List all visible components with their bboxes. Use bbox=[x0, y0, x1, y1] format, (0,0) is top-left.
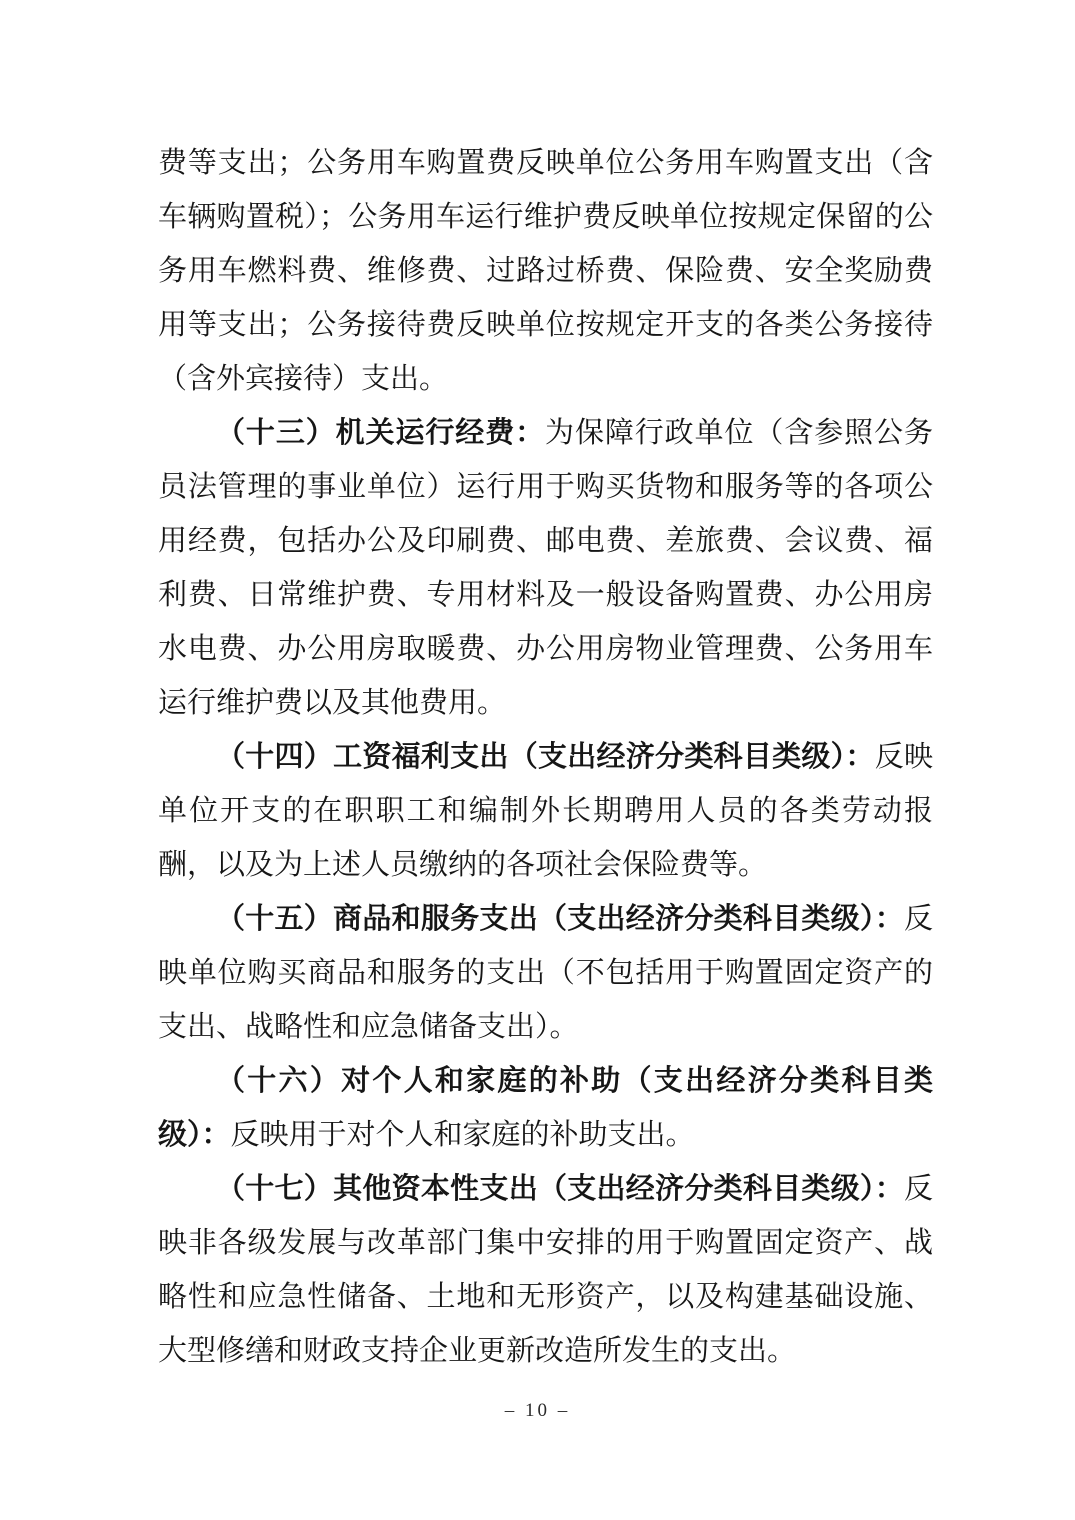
section-heading: （十五）商品和服务支出（支出经济分类科目类级）： bbox=[216, 903, 904, 935]
section-heading: （十三）机关运行经费： bbox=[216, 417, 546, 449]
section-heading: （十四）工资福利支出（支出经济分类科目类级）： bbox=[216, 741, 875, 773]
paragraph-body: 反映单位购买商品和服务的支出（不包括用于购置固定资产的支出、战略性和应急储备支出）。 bbox=[158, 903, 933, 1043]
section-heading: （十七）其他资本性支出（支出经济分类科目类级）： bbox=[216, 1173, 904, 1205]
paragraph-body: 费等支出；公务用车购置费反映单位公务用车购置支出（含车辆购置税）；公务用车运行维护费反映单位按规定保留的公务用车燃料费、维修费、过路过桥费、保险费、安全奖励费用等支出；公务接待费反映单位按规定开支的各类公务接待（含外宾接待）支出。 bbox=[158, 147, 933, 395]
page-number: – 10 – bbox=[504, 1400, 571, 1421]
paragraph-body: 反映用于对个人和家庭的补助支出。 bbox=[230, 1119, 695, 1151]
paragraph-body: 反映非各级发展与改革部门集中安排的用于购置固定资产、战略性和应急性储备、土地和无形资产，以及构建基础设施、大型修缮和财政支持企业更新改造所发生的支出。 bbox=[158, 1173, 933, 1367]
paragraph-section-14 bbox=[158, 730, 933, 892]
paragraph-section-16 bbox=[158, 1054, 933, 1162]
section-heading: （十六）对个人和家庭的补助（支出经济分类科目类级）： bbox=[158, 1065, 933, 1151]
paragraph-continuation bbox=[158, 136, 933, 406]
paragraph-section-13 bbox=[158, 406, 933, 730]
paragraph-body: 反映单位开支的在职职工和编制外长期聘用人员的各类劳动报酬，以及为上述人员缴纳的各项社会保险费等。 bbox=[158, 741, 933, 881]
paragraph-section-17 bbox=[158, 1162, 933, 1378]
paragraph-section-15 bbox=[158, 892, 933, 1054]
document-body bbox=[158, 136, 933, 1378]
paragraph-body: 为保障行政单位（含参照公务员法管理的事业单位）运行用于购买货物和服务等的各项公用经费，包括办公及印刷费、邮电费、差旅费、会议费、福利费、日常维护费、专用材料及一般设备购置费、办公用房水电费、办公用房取暖费、办公用房物业管理费、公务用车运行维护费以及其他费用。 bbox=[158, 417, 933, 719]
